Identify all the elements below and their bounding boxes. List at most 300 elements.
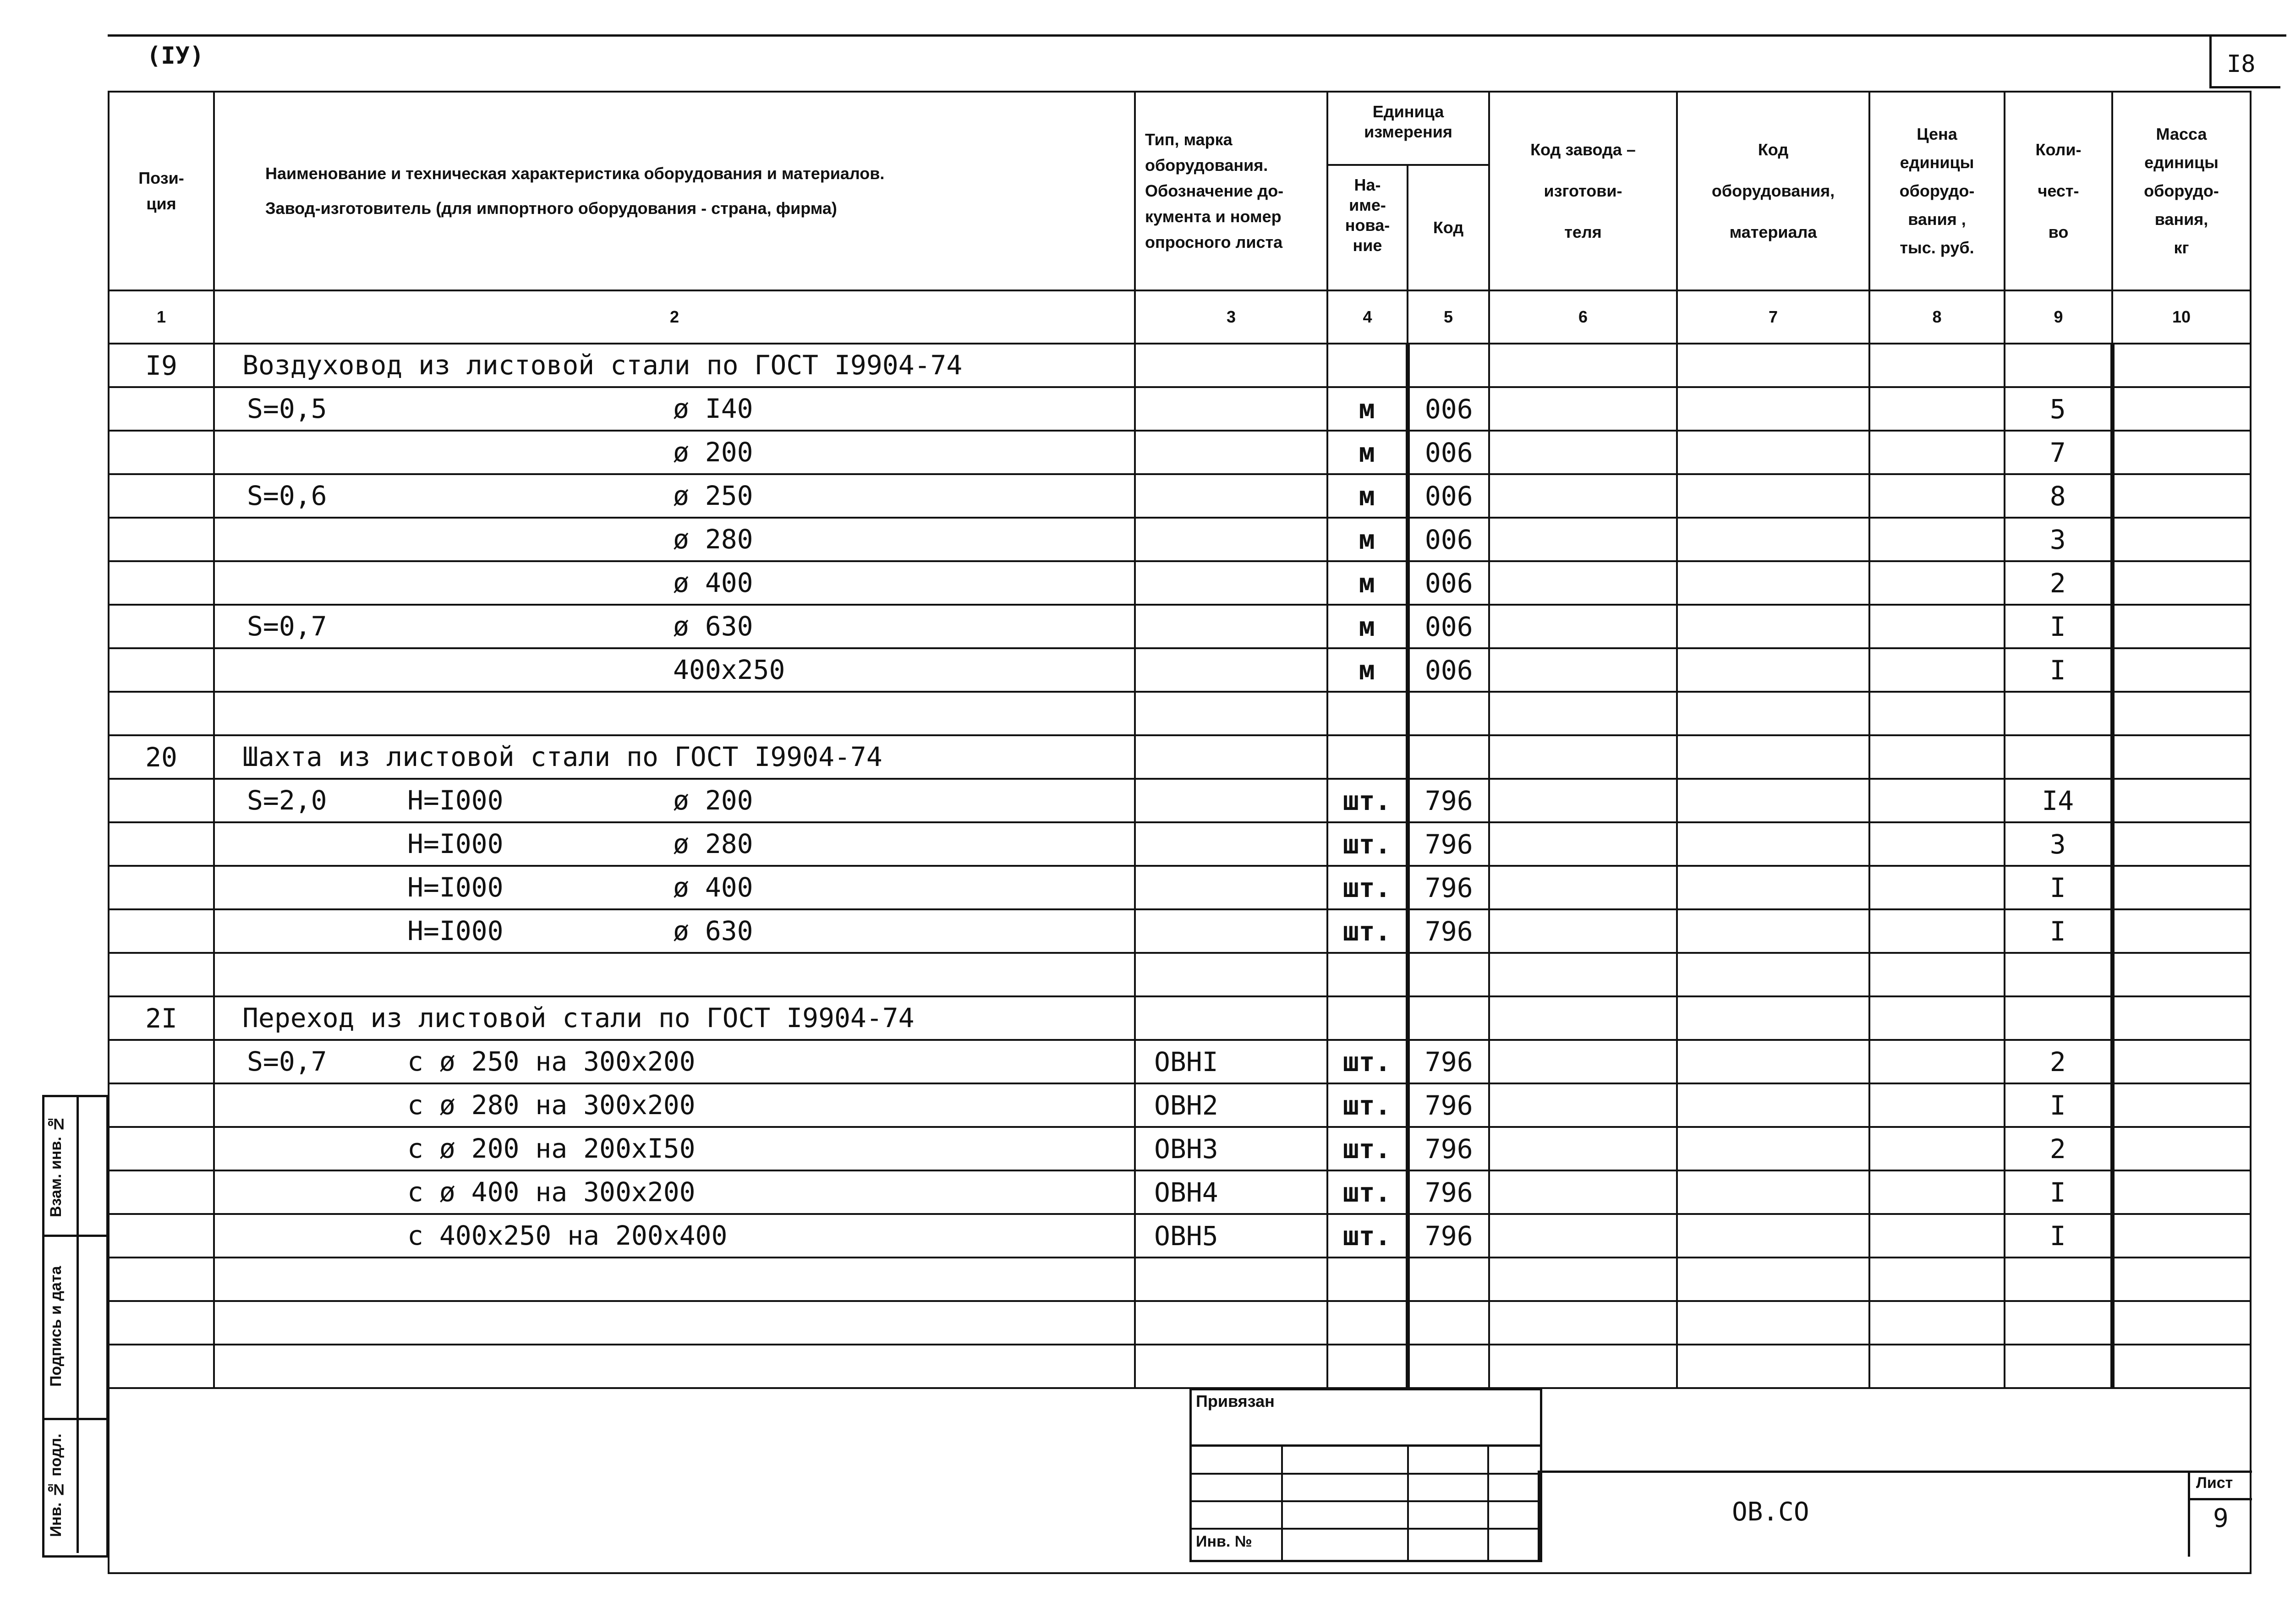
factory-code-cell — [1489, 1170, 1677, 1214]
stamp-signature-date — [44, 1235, 106, 1420]
stamp-original-inv — [44, 1418, 106, 1553]
factory-code-cell — [1489, 735, 1677, 779]
spec-b: с 400x250 на 200x400 — [407, 1220, 728, 1251]
unit-code-cell: 006 — [1408, 561, 1489, 605]
mass-cell — [2112, 605, 2251, 648]
equipment-code-cell — [1677, 953, 1869, 996]
mass-cell — [2112, 735, 2251, 779]
price-cell — [1869, 1301, 2005, 1345]
factory-code-cell — [1489, 1127, 1677, 1170]
quantity-cell: I — [2005, 1170, 2112, 1214]
name-cell — [214, 387, 1135, 431]
header-position: Пози- ция — [109, 92, 214, 290]
unit-code-cell: 796 — [1408, 909, 1489, 953]
name-cell — [214, 648, 1135, 692]
position-cell — [109, 779, 214, 822]
factory-code-cell — [1489, 1083, 1677, 1127]
table-row — [109, 474, 2251, 518]
spec-b: с ø 280 на 300x200 — [407, 1089, 696, 1121]
spec-b: с ø 400 на 300x200 — [407, 1176, 696, 1208]
position-cell — [109, 953, 214, 996]
unit-code-cell: 796 — [1408, 822, 1489, 866]
quantity-cell: 5 — [2005, 387, 2112, 431]
unit-name-cell: м — [1327, 474, 1408, 518]
equipment-code-cell — [1677, 1127, 1869, 1170]
quantity-cell: I — [2005, 605, 2112, 648]
position-cell — [109, 1040, 214, 1083]
type-mark-cell: ОВН2 — [1135, 1083, 1327, 1127]
unit-name-cell: шт. — [1327, 1214, 1408, 1258]
equipment-code-cell — [1677, 1170, 1869, 1214]
table-row — [109, 735, 2251, 779]
mass-cell — [2112, 1214, 2251, 1258]
header-equipment-code: Код оборудования, материала — [1677, 92, 1869, 290]
mass-cell — [2112, 996, 2251, 1040]
unit-name-cell: шт. — [1327, 1040, 1408, 1083]
quantity-cell: I — [2005, 1083, 2112, 1127]
name-cell — [214, 953, 1135, 996]
table-row — [109, 1083, 2251, 1127]
type-mark-cell: ОВН4 — [1135, 1170, 1327, 1214]
table-row — [109, 1170, 2251, 1214]
mass-cell — [2112, 344, 2251, 387]
table-row — [109, 561, 2251, 605]
type-mark-cell — [1135, 474, 1327, 518]
col-number-8: 8 — [1869, 290, 2005, 344]
unit-code-cell: 796 — [1408, 1214, 1489, 1258]
col-number-7: 7 — [1677, 290, 1869, 344]
table-row — [109, 1301, 2251, 1345]
spec-a: S=0,7 — [247, 1046, 327, 1077]
equipment-code-cell — [1677, 692, 1869, 735]
mass-cell — [2112, 431, 2251, 474]
factory-code-cell — [1489, 1258, 1677, 1301]
type-mark-cell: ОВНI — [1135, 1040, 1327, 1083]
unit-name-cell: шт. — [1327, 1127, 1408, 1170]
table-row — [109, 344, 2251, 387]
unit-name-cell: шт. — [1327, 909, 1408, 953]
unit-name-cell: шт. — [1327, 822, 1408, 866]
position-cell — [109, 1345, 214, 1388]
factory-code-cell — [1489, 518, 1677, 561]
position-cell — [109, 605, 214, 648]
item-title: Переход из листовой стали по ГОСТ I9904-74 — [242, 1002, 915, 1033]
price-cell — [1869, 822, 2005, 866]
unit-code-cell: 796 — [1408, 866, 1489, 909]
table-row — [109, 387, 2251, 431]
type-mark-cell — [1135, 779, 1327, 822]
price-cell — [1869, 431, 2005, 474]
position-cell — [109, 692, 214, 735]
table-row — [109, 909, 2251, 953]
unit-name-cell — [1327, 1345, 1408, 1388]
unit-name-cell: м — [1327, 518, 1408, 561]
unit-code-cell — [1408, 996, 1489, 1040]
position-cell — [109, 1258, 214, 1301]
price-cell — [1869, 344, 2005, 387]
unit-name-cell: м — [1327, 605, 1408, 648]
position-cell — [109, 474, 214, 518]
position-cell — [109, 1301, 214, 1345]
name-cell — [214, 909, 1135, 953]
unit-code-cell — [1408, 735, 1489, 779]
col-number-10: 10 — [2112, 290, 2251, 344]
factory-code-cell — [1489, 953, 1677, 996]
price-cell — [1869, 561, 2005, 605]
factory-code-cell — [1489, 779, 1677, 822]
unit-name-cell — [1327, 344, 1408, 387]
equipment-code-cell — [1677, 909, 1869, 953]
mass-cell — [2112, 779, 2251, 822]
name-cell — [214, 1258, 1135, 1301]
spec-c: ø 400 — [673, 567, 753, 598]
specification-table — [108, 91, 2252, 1574]
equipment-code-cell — [1677, 518, 1869, 561]
unit-name-cell: шт. — [1327, 866, 1408, 909]
unit-code-cell: 796 — [1408, 1083, 1489, 1127]
table-row — [109, 1040, 2251, 1083]
position-cell — [109, 822, 214, 866]
type-mark-cell — [1135, 561, 1327, 605]
header-row — [109, 92, 2251, 290]
unit-name-cell: м — [1327, 431, 1408, 474]
spec-c: ø 280 — [673, 524, 753, 555]
col-number-1: 1 — [109, 290, 214, 344]
name-cell — [214, 344, 1135, 387]
equipment-code-cell — [1677, 1258, 1869, 1301]
spec-a: S=0,6 — [247, 480, 327, 511]
header-name-line2: Завод-изготовитель (для импортного оборудования - страна, фирма) — [265, 199, 837, 218]
spec-b: H=I000 — [407, 828, 504, 859]
equipment-code-cell — [1677, 474, 1869, 518]
table-row — [109, 605, 2251, 648]
table-row — [109, 1345, 2251, 1388]
mass-cell — [2112, 648, 2251, 692]
table-row — [109, 996, 2251, 1040]
equipment-code-cell — [1677, 866, 1869, 909]
price-cell — [1869, 692, 2005, 735]
col-number-2: 2 — [214, 290, 1135, 344]
mass-cell — [2112, 866, 2251, 909]
factory-code-cell — [1489, 431, 1677, 474]
header-unit-group: Единица измерения — [1328, 93, 1488, 166]
quantity-cell — [2005, 344, 2112, 387]
unit-name-cell — [1327, 1258, 1408, 1301]
unit-name-cell: м — [1327, 387, 1408, 431]
header-unit — [1327, 92, 1489, 290]
quantity-cell: 2 — [2005, 561, 2112, 605]
left-margin-stamp — [42, 1095, 109, 1558]
position-cell: I9 — [109, 344, 214, 387]
equipment-code-cell — [1677, 996, 1869, 1040]
header-unit-code: Код — [1433, 218, 1464, 237]
table-row — [109, 648, 2251, 692]
type-mark-cell — [1135, 953, 1327, 996]
unit-name-cell — [1327, 1301, 1408, 1345]
type-mark-cell — [1135, 996, 1327, 1040]
position-cell — [109, 1170, 214, 1214]
equipment-code-cell — [1677, 1301, 1869, 1345]
quantity-cell — [2005, 953, 2112, 996]
position-cell: 2I — [109, 996, 214, 1040]
mass-cell — [2112, 1127, 2251, 1170]
spec-c: ø 280 — [673, 828, 753, 859]
name-cell — [214, 692, 1135, 735]
type-mark-cell — [1135, 431, 1327, 474]
name-cell — [214, 996, 1135, 1040]
quantity-cell — [2005, 996, 2112, 1040]
type-mark-cell — [1135, 387, 1327, 431]
position-cell — [109, 1127, 214, 1170]
factory-code-cell — [1489, 1214, 1677, 1258]
price-cell — [1869, 474, 2005, 518]
spec-a: S=2,0 — [247, 785, 327, 816]
factory-code-cell — [1489, 996, 1677, 1040]
price-cell — [1869, 605, 2005, 648]
mass-cell — [2112, 474, 2251, 518]
header-factory-code: Код завода – изготови- теля — [1489, 92, 1677, 290]
equipment-code-cell — [1677, 1214, 1869, 1258]
name-cell — [214, 561, 1135, 605]
spec-b: с ø 250 на 300x200 — [407, 1046, 696, 1077]
name-cell — [214, 735, 1135, 779]
quantity-cell: I4 — [2005, 779, 2112, 822]
type-mark-cell: ОВН3 — [1135, 1127, 1327, 1170]
stamp-divider — [77, 1097, 79, 1235]
mass-cell — [2112, 1083, 2251, 1127]
unit-name-cell: шт. — [1327, 779, 1408, 822]
name-cell — [214, 1214, 1135, 1258]
equipment-code-cell — [1677, 779, 1869, 822]
col-number-6: 6 — [1489, 290, 1677, 344]
sheet-number-divider — [2188, 1498, 2190, 1557]
mass-cell — [2112, 1170, 2251, 1214]
price-cell — [1869, 518, 2005, 561]
price-cell — [1869, 1040, 2005, 1083]
sheet-label: Лист — [2196, 1474, 2233, 1492]
price-cell — [1869, 1214, 2005, 1258]
equipment-code-cell — [1677, 387, 1869, 431]
mass-cell — [2112, 561, 2251, 605]
position-cell — [109, 1214, 214, 1258]
price-cell — [1869, 1083, 2005, 1127]
spec-c: ø 400 — [673, 872, 753, 903]
document-code: ОВ.СО — [1732, 1497, 1809, 1527]
document-code-block — [1538, 1471, 2252, 1560]
price-cell — [1869, 1127, 2005, 1170]
header-price: Цена единицы оборудо- вания , тыс. руб. — [1869, 92, 2005, 290]
table-row — [109, 779, 2251, 822]
spec-c: ø I40 — [673, 393, 753, 424]
corner-number: I8 — [2227, 50, 2256, 78]
table-row — [109, 866, 2251, 909]
quantity-cell — [2005, 692, 2112, 735]
stamp-signature-date-label: Подпись и дата — [47, 1266, 65, 1387]
quantity-cell: 8 — [2005, 474, 2112, 518]
factory-code-cell — [1489, 692, 1677, 735]
quantity-cell: I — [2005, 1214, 2112, 1258]
spec-c: ø 250 — [673, 480, 753, 511]
quantity-cell: I — [2005, 648, 2112, 692]
stamp-replace-inv — [44, 1097, 106, 1237]
spec-c: ø 630 — [673, 611, 753, 642]
unit-code-cell: 796 — [1408, 1170, 1489, 1214]
mass-cell — [2112, 1040, 2251, 1083]
name-cell — [214, 1083, 1135, 1127]
equipment-code-cell — [1677, 822, 1869, 866]
quantity-cell: 3 — [2005, 822, 2112, 866]
factory-code-cell — [1489, 474, 1677, 518]
name-cell — [214, 866, 1135, 909]
name-cell — [214, 1127, 1135, 1170]
unit-code-cell: 006 — [1408, 648, 1489, 692]
unit-code-cell: 796 — [1408, 779, 1489, 822]
factory-code-cell — [1489, 1040, 1677, 1083]
mass-cell — [2112, 1258, 2251, 1301]
price-cell — [1869, 735, 2005, 779]
name-cell — [214, 1301, 1135, 1345]
header-unit-name: На- име- нова- ние — [1328, 166, 1408, 290]
name-cell — [214, 1170, 1135, 1214]
mass-cell — [2112, 822, 2251, 866]
quantity-cell — [2005, 1345, 2112, 1388]
unit-code-cell: 006 — [1408, 474, 1489, 518]
type-mark-cell: ОВН5 — [1135, 1214, 1327, 1258]
stamp-divider — [77, 1418, 79, 1553]
header-mass: Масса единицы оборудо- вания, кг — [2112, 92, 2251, 290]
unit-code-cell: 796 — [1408, 1127, 1489, 1170]
header-type: Тип, марка оборудования. Обозначение до- кумента и номер опросного листа — [1135, 92, 1327, 290]
col-number-4: 4 — [1327, 290, 1408, 344]
type-mark-cell — [1135, 866, 1327, 909]
type-mark-cell — [1135, 518, 1327, 561]
factory-code-cell — [1489, 561, 1677, 605]
table-row — [109, 1127, 2251, 1170]
column-number-row — [109, 290, 2251, 344]
table-row — [109, 431, 2251, 474]
factory-code-cell — [1489, 909, 1677, 953]
type-mark-cell — [1135, 344, 1327, 387]
price-cell — [1869, 996, 2005, 1040]
name-cell — [214, 1345, 1135, 1388]
spec-b: с ø 200 на 200xI50 — [407, 1133, 696, 1164]
header-quantity: Коли- чест- во — [2005, 92, 2112, 290]
mass-cell — [2112, 1345, 2251, 1388]
equipment-code-cell — [1677, 1083, 1869, 1127]
top-border-line — [108, 34, 2286, 37]
position-cell — [109, 1083, 214, 1127]
attached-label: Привязан — [1196, 1392, 1275, 1411]
stamp-original-inv-label: Инв. № подл. — [47, 1433, 65, 1537]
table-row — [109, 1214, 2251, 1258]
price-cell — [1869, 1170, 2005, 1214]
table-row — [109, 692, 2251, 735]
unit-name-cell — [1327, 996, 1408, 1040]
series-mark: (IУ) — [147, 42, 204, 70]
mass-cell — [2112, 909, 2251, 953]
table-row — [109, 518, 2251, 561]
position-cell — [109, 431, 214, 474]
unit-name-cell — [1327, 735, 1408, 779]
factory-code-cell — [1489, 648, 1677, 692]
quantity-cell: 3 — [2005, 518, 2112, 561]
factory-code-cell — [1489, 822, 1677, 866]
quantity-cell: I — [2005, 866, 2112, 909]
price-cell — [1869, 648, 2005, 692]
unit-code-cell — [1408, 953, 1489, 996]
factory-code-cell — [1489, 387, 1677, 431]
name-cell — [214, 1040, 1135, 1083]
mass-cell — [2112, 518, 2251, 561]
table-row — [109, 1258, 2251, 1301]
type-mark-cell — [1135, 692, 1327, 735]
inventory-label: Инв. № — [1196, 1533, 1252, 1550]
position-cell: 20 — [109, 735, 214, 779]
mass-cell — [2112, 953, 2251, 996]
unit-code-cell: 006 — [1408, 605, 1489, 648]
stamp-divider — [77, 1235, 79, 1418]
price-cell — [1869, 953, 2005, 996]
spec-b: H=I000 — [407, 872, 504, 903]
quantity-cell: 2 — [2005, 1040, 2112, 1083]
quantity-cell — [2005, 1301, 2112, 1345]
table-row — [109, 822, 2251, 866]
price-cell — [1869, 909, 2005, 953]
quantity-cell: 2 — [2005, 1127, 2112, 1170]
type-mark-cell — [1135, 822, 1327, 866]
type-mark-cell — [1135, 1258, 1327, 1301]
col-number-3: 3 — [1135, 290, 1327, 344]
name-cell — [214, 431, 1135, 474]
type-mark-cell — [1135, 1345, 1327, 1388]
unit-name-cell — [1327, 953, 1408, 996]
factory-code-cell — [1489, 1301, 1677, 1345]
equipment-code-cell — [1677, 605, 1869, 648]
unit-name-cell: м — [1327, 561, 1408, 605]
item-title: Воздуховод из листовой стали по ГОСТ I9904-74 — [242, 350, 963, 381]
unit-code-cell — [1408, 1258, 1489, 1301]
name-cell — [214, 518, 1135, 561]
mass-cell — [2112, 387, 2251, 431]
equipment-code-cell — [1677, 344, 1869, 387]
price-cell — [1869, 387, 2005, 431]
type-mark-cell — [1135, 605, 1327, 648]
quantity-cell — [2005, 735, 2112, 779]
unit-code-cell: 006 — [1408, 387, 1489, 431]
equipment-code-cell — [1677, 735, 1869, 779]
spec-a: S=0,5 — [247, 393, 327, 424]
unit-name-cell: шт. — [1327, 1170, 1408, 1214]
factory-code-cell — [1489, 344, 1677, 387]
unit-name-cell: шт. — [1327, 1083, 1408, 1127]
unit-code-cell: 006 — [1408, 431, 1489, 474]
position-cell — [109, 866, 214, 909]
price-cell — [1869, 779, 2005, 822]
unit-name-cell: м — [1327, 648, 1408, 692]
price-cell — [1869, 1258, 2005, 1301]
position-cell — [109, 648, 214, 692]
stamp-replace-inv-label: Взам. инв. № — [47, 1115, 65, 1217]
price-cell — [1869, 866, 2005, 909]
unit-code-cell: 796 — [1408, 1040, 1489, 1083]
unit-name-cell — [1327, 692, 1408, 735]
spec-b: H=I000 — [407, 915, 504, 946]
spec-a: S=0,7 — [247, 611, 327, 642]
name-cell — [214, 822, 1135, 866]
sheet-number: 9 — [2213, 1504, 2229, 1533]
header-name — [214, 92, 1135, 290]
type-mark-cell — [1135, 1301, 1327, 1345]
